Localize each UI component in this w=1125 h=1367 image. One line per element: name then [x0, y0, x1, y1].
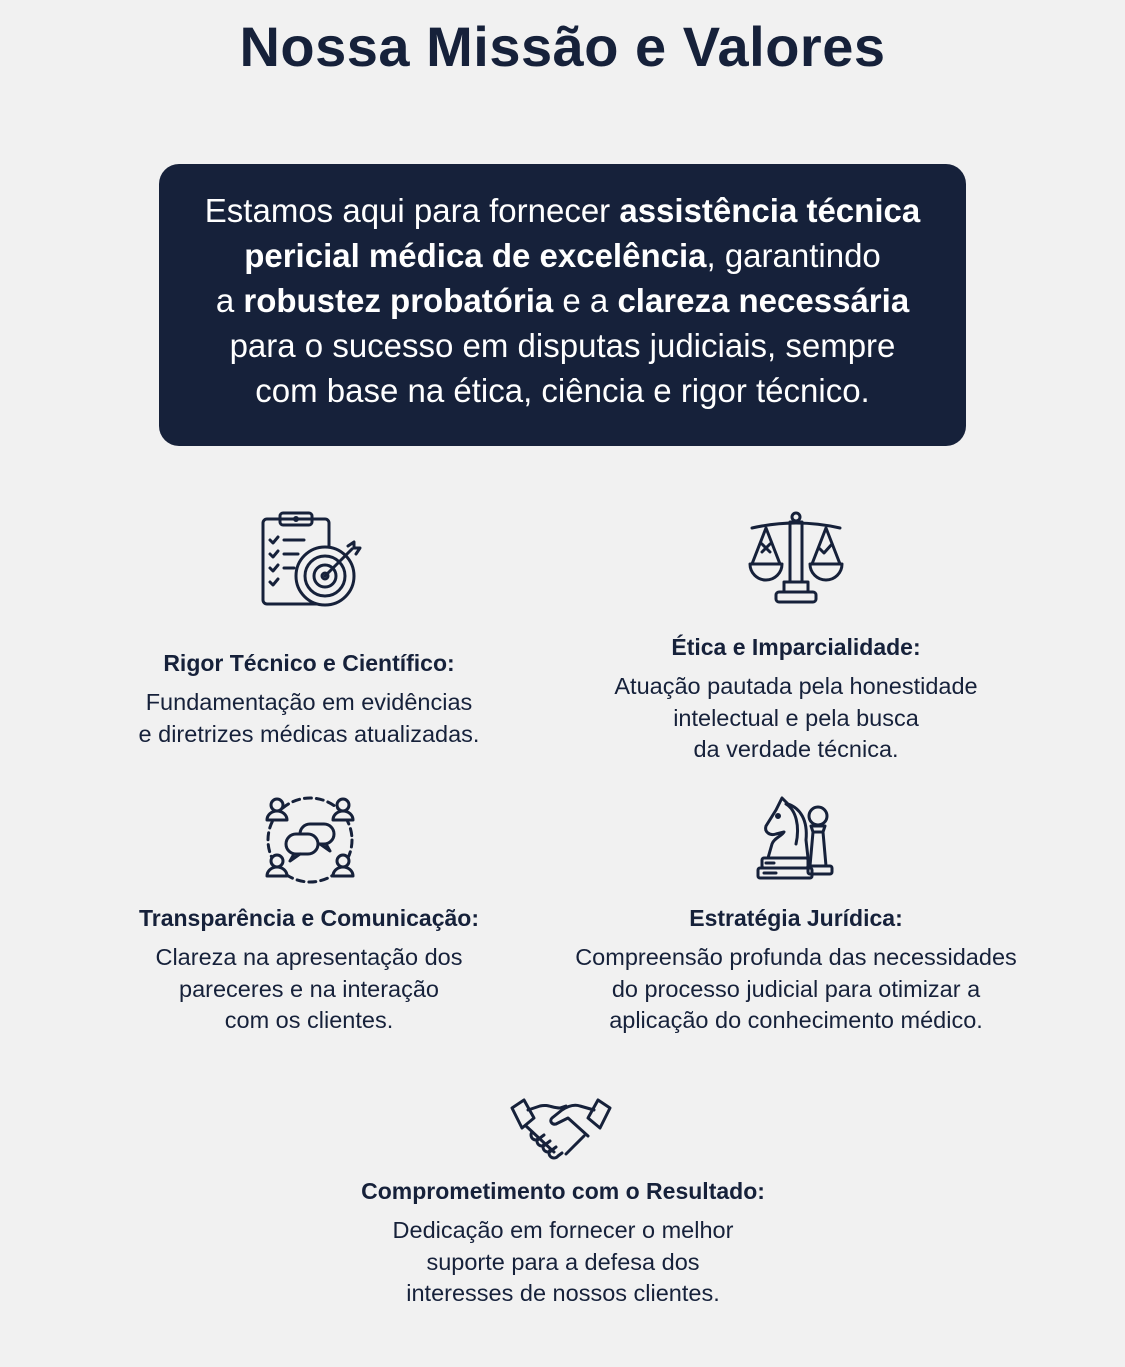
mission-statement — [159, 164, 966, 446]
value-rigor — [108, 650, 510, 750]
value-title: Estratégia Jurídica: — [689, 905, 903, 931]
mission-line: pericial médica de excelência, garantindo — [244, 237, 881, 274]
value-description: Dedicação em fornecer o melhor suporte para a defesa dos interesses de nossos clientes. — [392, 1217, 734, 1306]
value-title: Ética e Imparcialidade: — [671, 634, 921, 660]
value-description: Clareza na apresentação dos pareceres e na interação com os clientes. — [155, 944, 463, 1033]
value-etica — [560, 634, 1032, 766]
value-title: Transparência e Comunicação: — [138, 905, 479, 931]
value-comprometimento — [313, 1178, 813, 1310]
mission-line: com base na ética, ciência e rigor técnico. — [255, 372, 870, 409]
mission-line: a robustez probatória e a clareza necessária — [215, 282, 910, 319]
value-title: Rigor Técnico e Científico: — [163, 650, 455, 676]
value-description: Atuação pautada pela honestidade intelectual e pela busca da verdade técnica. — [614, 673, 978, 762]
people-chat-icon — [262, 792, 358, 888]
chess-pieces-icon — [756, 794, 838, 884]
mission-line: para o sucesso em disputas judiciais, sempre — [229, 327, 896, 364]
value-transparencia — [100, 905, 518, 1037]
value-title: Comprometimento com o Resultado: — [361, 1178, 765, 1204]
clipboard-target-icon — [258, 510, 362, 610]
value-description: Fundamentação em evidências e diretrizes médicas atualizadas. — [138, 689, 480, 747]
value-description: Compreensão profunda das necessidades do processo judicial para otimizar a aplicação do conhecimento médico. — [575, 944, 1017, 1033]
mission-line: Estamos aqui para fornecer assistência técnica — [204, 192, 921, 229]
handshake-icon — [508, 1096, 614, 1164]
page-title: Nossa Missão e Valores — [239, 15, 886, 78]
value-estrategia — [540, 905, 1052, 1037]
scales-justice-icon — [746, 510, 846, 608]
